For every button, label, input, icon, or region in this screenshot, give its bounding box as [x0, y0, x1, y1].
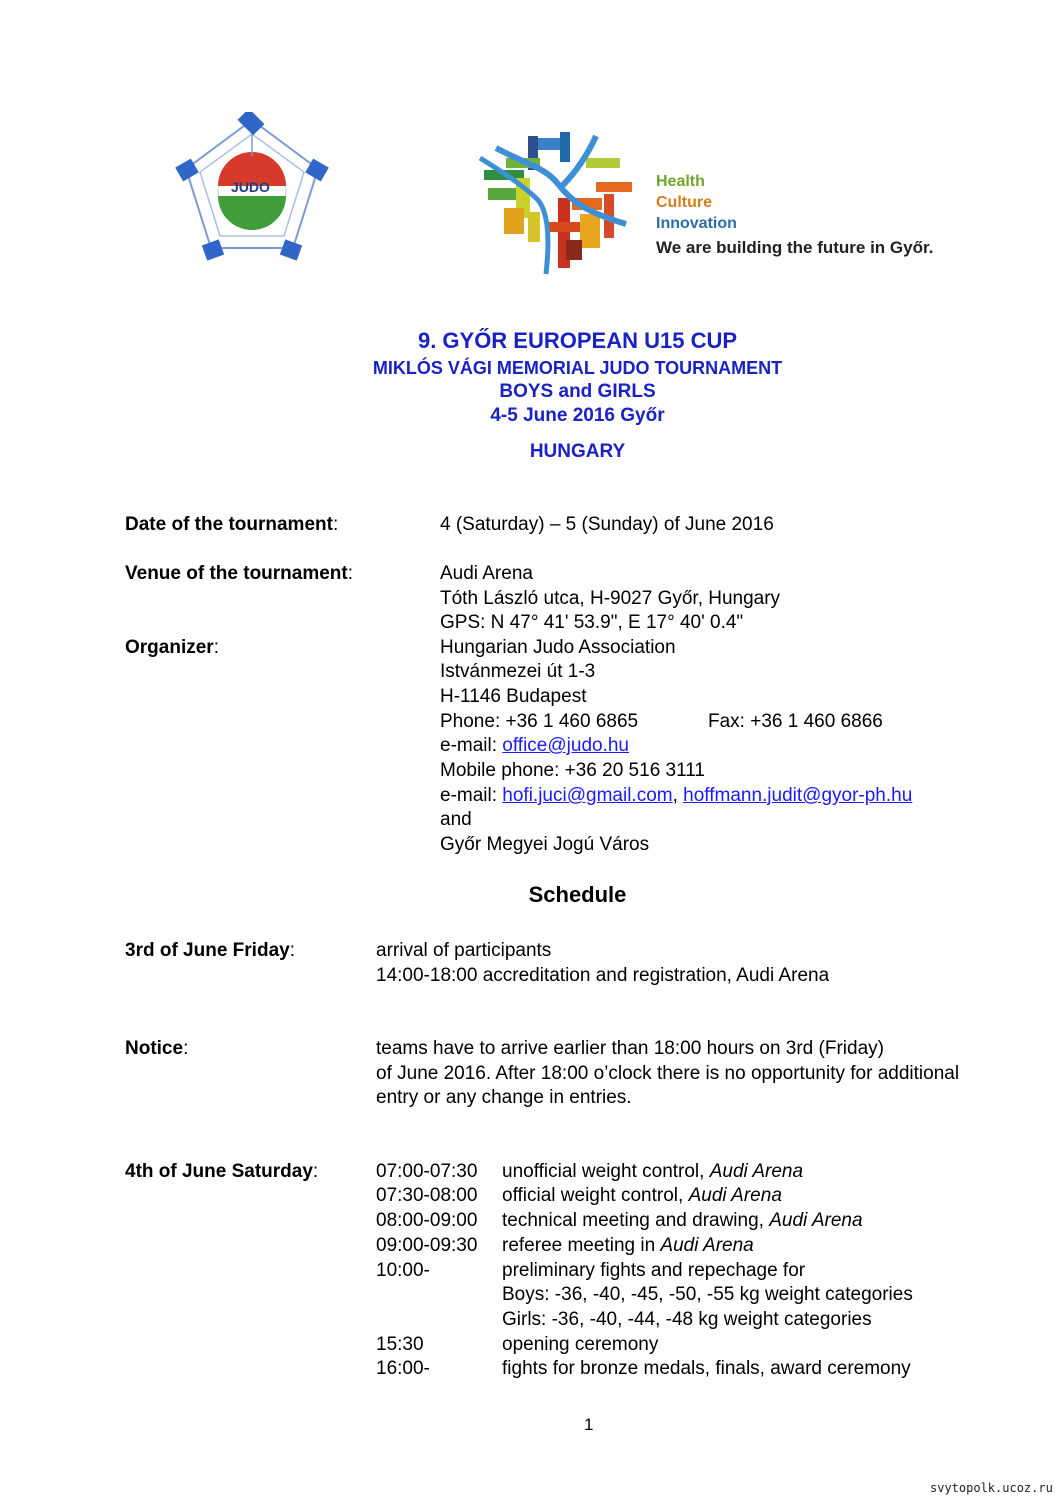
notice-line: teams have to arrive earlier than 18:00 hours on 3rd (Friday) — [376, 1038, 884, 1059]
phone: Phone: +36 1 460 6865 — [440, 711, 639, 732]
sat-place: Audi Arena — [688, 1185, 782, 1206]
and-text: and — [440, 809, 472, 830]
page-number: 1 — [584, 1415, 594, 1434]
org-line: Istvánmezei út 1-3 — [440, 661, 596, 682]
notice-label: Notice — [125, 1038, 184, 1059]
title-line4: 4-5 June 2016 Győr — [490, 405, 665, 426]
date-value: 4 (Saturday) – 5 (Sunday) of June 2016 — [440, 514, 774, 535]
venue-line: Audi Arena — [440, 563, 533, 584]
friday-line: arrival of participants — [376, 940, 552, 961]
friday-line: 14:00-18:00 accreditation and registration, Audi Arena — [376, 965, 830, 986]
sat-text: referee meeting in — [502, 1235, 661, 1256]
sat-place: Audi Arena — [769, 1210, 863, 1231]
sat-time: 07:30-08:00 — [376, 1185, 478, 1206]
sat-text: fights for bronze medals, finals, award ceremony — [502, 1358, 911, 1379]
venue-line: Tóth László utca, H-9027 Győr, Hungary — [440, 588, 781, 609]
gyor-logo-mark — [476, 128, 638, 276]
sat-text: opening ceremony — [502, 1334, 659, 1355]
email-row-1 — [440, 734, 629, 758]
venue-label-row: Venue of the tournament: — [125, 563, 354, 584]
sat-activity — [502, 1259, 805, 1283]
title-line3: BOYS and GIRLS — [499, 381, 656, 402]
sat-activity — [502, 1357, 911, 1381]
sat-time: 16:00- — [376, 1358, 430, 1379]
title-line1: 9. GYŐR EUROPEAN U15 CUP — [417, 328, 738, 353]
org-line: H-1146 Budapest — [440, 686, 587, 707]
sat-text: technical meeting and drawing, — [502, 1210, 770, 1231]
sat-time: 15:30 — [376, 1334, 424, 1355]
slogan-innovation: Innovation — [656, 215, 737, 232]
fax: Fax: +36 1 460 6866 — [708, 711, 883, 732]
date-label-row: Date of the tournament: — [125, 514, 339, 535]
sat-activity — [502, 1184, 782, 1208]
notice-label-row: Notice: — [125, 1038, 189, 1059]
sat-place: Audi Arena — [709, 1161, 804, 1182]
email-link-office[interactable]: office@judo.hu — [502, 735, 629, 756]
date-label: Date of the tournament — [125, 514, 333, 535]
schedule-heading: Schedule — [528, 882, 627, 907]
saturday-label: 4th of June Saturday — [125, 1161, 313, 1182]
venue-label: Venue of the tournament — [125, 563, 348, 584]
email-label: e-mail: — [440, 785, 503, 806]
sat-activity — [502, 1234, 754, 1258]
organizer-label-row: Organizer: — [125, 637, 219, 658]
organizer-label: Organizer — [125, 637, 214, 658]
slogan-health: Health — [656, 173, 705, 190]
sat-time: 09:00-09:30 — [376, 1235, 478, 1256]
slogan-culture: Culture — [656, 194, 712, 211]
sat-activity — [502, 1160, 803, 1184]
sat-activity — [502, 1333, 658, 1357]
mobile: Mobile phone: +36 20 516 3111 — [440, 760, 705, 781]
notice-line: of June 2016. After 18:00 o’clock there is no opportunity for additional — [376, 1063, 960, 1084]
watermark: svytopolk.ucoz.ru — [930, 1481, 1053, 1495]
sat-text: Boys: -36, -40, -45, -50, -55 kg weight categories — [502, 1284, 913, 1305]
sat-text: unofficial weight control, — [502, 1161, 710, 1182]
sat-time: 10:00- — [376, 1260, 430, 1281]
slogan-tagline: We are building the future in Győr. — [656, 238, 934, 257]
sat-text: preliminary fights and repechage for — [502, 1260, 806, 1281]
email-row-2: e-mail: hofi.juci@gmail.com, hoffmann.judit@gyor-ph.hu — [440, 785, 913, 806]
title-line2: MIKLÓS VÁGI MEMORIAL JUDO TOURNAMENT — [372, 358, 783, 378]
venue-line: GPS: N 47° 41' 53.9", E 17° 40' 0.4" — [440, 612, 744, 633]
title-line5: HUNGARY — [529, 441, 626, 462]
judo-logo — [172, 112, 332, 272]
email-link-hofi[interactable]: hofi.juci@gmail.com — [502, 785, 673, 806]
city-text: Győr Megyei Jogú Város — [440, 834, 650, 855]
sat-time: 07:00-07:30 — [376, 1161, 478, 1182]
email-link-hoffmann[interactable]: hoffmann.judit@gyor-ph.hu — [683, 785, 913, 806]
sat-text: official weight control, — [502, 1185, 689, 1206]
email-label: e-mail: — [440, 735, 503, 756]
org-line: Hungarian Judo Association — [440, 637, 676, 658]
sat-place: Audi Arena — [660, 1235, 754, 1256]
sat-text: Girls: -36, -40, -44, -48 kg weight categories — [502, 1309, 872, 1330]
friday-label-row: 3rd of June Friday: — [125, 940, 295, 961]
sat-activity — [502, 1209, 863, 1233]
notice-line: entry or any change in entries. — [376, 1087, 632, 1108]
friday-label: 3rd of June Friday — [125, 940, 290, 961]
sat-activity — [502, 1308, 872, 1332]
sat-time: 08:00-09:00 — [376, 1210, 478, 1231]
sat-activity — [502, 1283, 913, 1307]
judo-logo-text: JUDO — [231, 179, 270, 195]
saturday-label-row: 4th of June Saturday: — [125, 1161, 319, 1182]
